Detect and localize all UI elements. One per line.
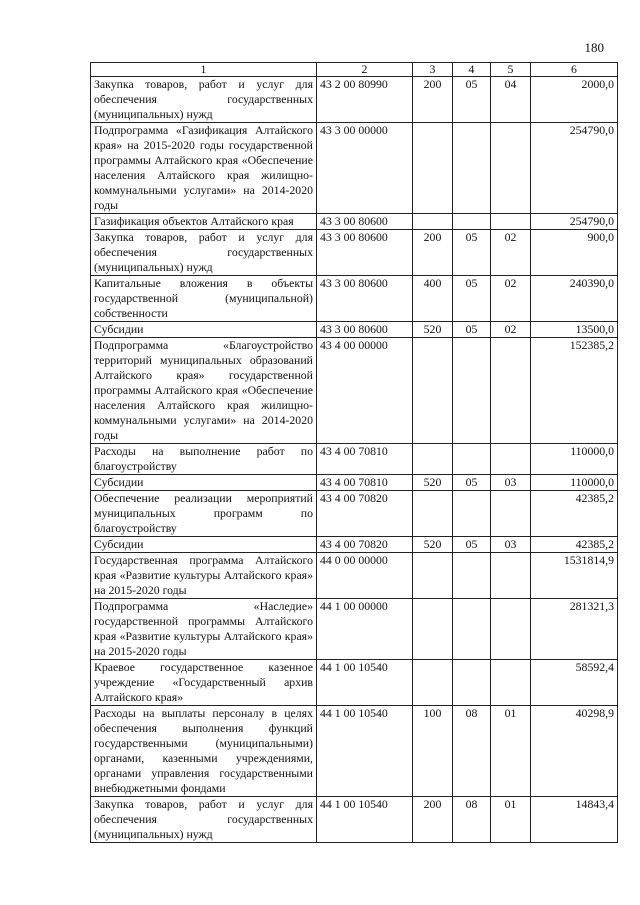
amount-cell: 900,0: [531, 230, 618, 276]
section-cell: [453, 660, 491, 706]
subsection-cell: [491, 599, 531, 660]
budget-code-cell: 43 4 00 70820: [317, 491, 413, 537]
budget-code-cell: 43 4 00 70820: [317, 537, 413, 553]
amount-cell: 110000,0: [531, 475, 618, 491]
expense-type-cell: [413, 660, 453, 706]
budget-code-cell: 43 3 00 80600: [317, 276, 413, 322]
table-row: [91, 537, 618, 553]
row-name-cell: Капитальные вложения в объекты государственной (муниципальной) собственности: [91, 276, 317, 322]
table-header-row: [91, 63, 618, 77]
subsection-cell: [491, 123, 531, 214]
budget-table: [90, 62, 618, 843]
table-row: [91, 706, 618, 797]
subsection-cell: 01: [491, 797, 531, 843]
table-row: [91, 322, 618, 338]
expense-type-cell: [413, 553, 453, 599]
budget-code-cell: 44 1 00 10540: [317, 797, 413, 843]
section-cell: [453, 553, 491, 599]
column-header: 5: [491, 63, 531, 77]
budget-code-cell: 43 4 00 70810: [317, 444, 413, 475]
budget-code-cell: 43 4 00 00000: [317, 338, 413, 444]
amount-cell: 281321,3: [531, 599, 618, 660]
budget-code-cell: 43 3 00 80600: [317, 322, 413, 338]
section-cell: 05: [453, 276, 491, 322]
column-header: 3: [413, 63, 453, 77]
subsection-cell: 02: [491, 322, 531, 338]
amount-cell: 110000,0: [531, 444, 618, 475]
subsection-cell: [491, 660, 531, 706]
column-header: 1: [91, 63, 317, 77]
table-row: [91, 338, 618, 444]
section-cell: 05: [453, 230, 491, 276]
subsection-cell: [491, 553, 531, 599]
expense-type-cell: 200: [413, 230, 453, 276]
section-cell: [453, 214, 491, 230]
table-row: [91, 214, 618, 230]
row-name-cell: Закупка товаров, работ и услуг для обеспечения государственных (муниципальных) нужд: [91, 230, 317, 276]
expense-type-cell: 200: [413, 77, 453, 123]
row-name-cell: Подпрограмма «Благоустройство территорий муниципальных образований Алтайского края» государственной программы Алтайского края «Обеспечение населения Алтайского края жилищно-коммунальными услугами» на 2014-2020 годы: [91, 338, 317, 444]
section-cell: 05: [453, 322, 491, 338]
budget-code-cell: 43 3 00 80600: [317, 214, 413, 230]
table-row: [91, 553, 618, 599]
row-name-cell: Расходы на выплаты персоналу в целях обеспечения выполнения функций государственными (муниципальными) органами, казенными учреждениями, органами управления государственными внебюджетными фондами: [91, 706, 317, 797]
subsection-cell: [491, 214, 531, 230]
budget-code-cell: 43 3 00 80600: [317, 230, 413, 276]
expense-type-cell: 520: [413, 322, 453, 338]
column-header: 6: [531, 63, 618, 77]
row-name-cell: Закупка товаров, работ и услуг для обеспечения государственных (муниципальных) нужд: [91, 797, 317, 843]
row-name-cell: Обеспечение реализации мероприятий муниципальных программ по благоустройству: [91, 491, 317, 537]
section-cell: [453, 123, 491, 214]
table-row: [91, 230, 618, 276]
amount-cell: 14843,4: [531, 797, 618, 843]
row-name-cell: Субсидии: [91, 537, 317, 553]
column-header: 2: [317, 63, 413, 77]
section-cell: [453, 491, 491, 537]
row-name-cell: Субсидии: [91, 322, 317, 338]
subsection-cell: 02: [491, 230, 531, 276]
budget-code-cell: 44 1 00 10540: [317, 706, 413, 797]
expense-type-cell: 520: [413, 475, 453, 491]
expense-type-cell: [413, 444, 453, 475]
section-cell: 05: [453, 475, 491, 491]
table-row: [91, 276, 618, 322]
amount-cell: 42385,2: [531, 491, 618, 537]
table-row: [91, 797, 618, 843]
section-cell: 08: [453, 797, 491, 843]
subsection-cell: 03: [491, 537, 531, 553]
section-cell: 08: [453, 706, 491, 797]
amount-cell: 254790,0: [531, 214, 618, 230]
budget-code-cell: 43 3 00 00000: [317, 123, 413, 214]
section-cell: 05: [453, 77, 491, 123]
subsection-cell: 03: [491, 475, 531, 491]
table-row: [91, 444, 618, 475]
expense-type-cell: 520: [413, 537, 453, 553]
row-name-cell: Закупка товаров, работ и услуг для обеспечения государственных (муниципальных) нужд: [91, 77, 317, 123]
budget-code-cell: 43 4 00 70810: [317, 475, 413, 491]
amount-cell: 40298,9: [531, 706, 618, 797]
budget-code-cell: 44 1 00 00000: [317, 599, 413, 660]
row-name-cell: Государственная программа Алтайского края «Развитие культуры Алтайского края» на 2015-2020 годы: [91, 553, 317, 599]
row-name-cell: Газификация объектов Алтайского края: [91, 214, 317, 230]
expense-type-cell: [413, 123, 453, 214]
table-row: [91, 491, 618, 537]
expense-type-cell: [413, 338, 453, 444]
expense-type-cell: 400: [413, 276, 453, 322]
amount-cell: 2000,0: [531, 77, 618, 123]
table-row: [91, 77, 618, 123]
section-cell: [453, 338, 491, 444]
expense-type-cell: 100: [413, 706, 453, 797]
budget-code-cell: 44 0 00 00000: [317, 553, 413, 599]
budget-code-cell: 43 2 00 80990: [317, 77, 413, 123]
expense-type-cell: [413, 214, 453, 230]
section-cell: [453, 599, 491, 660]
expense-type-cell: 200: [413, 797, 453, 843]
expense-type-cell: [413, 491, 453, 537]
section-cell: [453, 444, 491, 475]
section-cell: 05: [453, 537, 491, 553]
subsection-cell: 01: [491, 706, 531, 797]
budget-code-cell: 44 1 00 10540: [317, 660, 413, 706]
table-row: [91, 123, 618, 214]
row-name-cell: Подпрограмма «Наследие» государственной программы Алтайского края «Развитие культуры Алтайского края» на 2015-2020 годы: [91, 599, 317, 660]
subsection-cell: [491, 491, 531, 537]
amount-cell: 254790,0: [531, 123, 618, 214]
table-row: [91, 475, 618, 491]
table-row: [91, 660, 618, 706]
amount-cell: 152385,2: [531, 338, 618, 444]
amount-cell: 42385,2: [531, 537, 618, 553]
amount-cell: 58592,4: [531, 660, 618, 706]
row-name-cell: Расходы на выполнение работ по благоустройству: [91, 444, 317, 475]
expense-type-cell: [413, 599, 453, 660]
page-number: 180: [584, 40, 604, 55]
subsection-cell: [491, 444, 531, 475]
subsection-cell: 04: [491, 77, 531, 123]
amount-cell: 1531814,9: [531, 553, 618, 599]
subsection-cell: [491, 338, 531, 444]
column-header: 4: [453, 63, 491, 77]
table-row: [91, 599, 618, 660]
amount-cell: 13500,0: [531, 322, 618, 338]
row-name-cell: Краевое государственное казенное учреждение «Государственный архив Алтайского края»: [91, 660, 317, 706]
row-name-cell: Подпрограмма «Газификация Алтайского края» на 2015-2020 годы государственной программы Алтайского края «Обеспечение населения Алтайского края жилищно-коммунальными услугами» на 2014-2020 годы: [91, 123, 317, 214]
subsection-cell: 02: [491, 276, 531, 322]
row-name-cell: Субсидии: [91, 475, 317, 491]
amount-cell: 240390,0: [531, 276, 618, 322]
